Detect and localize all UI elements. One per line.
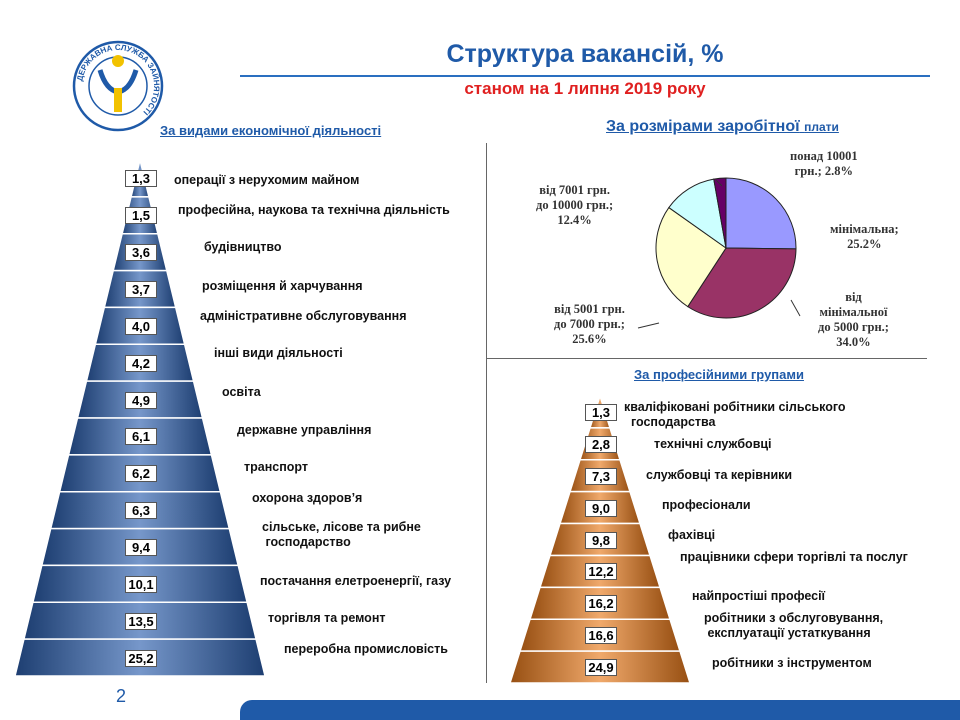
activity-label-0: операції з нерухомим майном (174, 173, 360, 187)
activity-value-13: 25,2 (125, 650, 157, 667)
activity-value-1: 1,5 (125, 207, 157, 224)
activity-label-8: транспорт (244, 460, 308, 474)
activity-value-11: 10,1 (125, 576, 157, 593)
footer-bar (240, 700, 960, 720)
activity-value-9: 6,3 (125, 502, 157, 519)
profession-value-5: 12,2 (585, 563, 617, 580)
activity-label-3: розміщення й харчування (202, 279, 363, 293)
profession-value-0: 1,3 (585, 404, 617, 421)
salary-pie-label-4: понад 10001 грн.; 2.8% (790, 149, 858, 178)
activity-label-9: охорона здоров’я (252, 491, 363, 505)
activity-value-4: 4,0 (125, 318, 157, 335)
profession-label-3: професіонали (662, 498, 751, 512)
activity-label-2: будівництво (204, 240, 282, 254)
activity-value-8: 6,2 (125, 465, 157, 482)
profession-value-2: 7,3 (585, 468, 617, 485)
activity-value-3: 3,7 (125, 281, 157, 298)
activity-label-5: інші види діяльності (214, 346, 343, 360)
profession-value-4: 9,8 (585, 532, 617, 549)
page-title: Структура вакансій, % (446, 40, 724, 68)
activity-value-12: 13,5 (125, 613, 157, 630)
activity-label-13: переробна промисловість (284, 642, 448, 656)
salary-pie-label-3: від 7001 грн. до 10000 грн.; 12.4% (536, 183, 614, 227)
activity-value-5: 4,2 (125, 355, 157, 372)
activity-value-0: 1,3 (125, 170, 157, 187)
activity-value-7: 6,1 (125, 428, 157, 445)
profession-label-1: технічні службовці (654, 437, 772, 451)
profession-label-7: робітники з обслуговування, експлуатації устаткування (704, 611, 884, 640)
svg-text:ДЕРЖАВНА СЛУЖБА ЗАЙНЯТОСТІ: ДЕРЖАВНА СЛУЖБА ЗАЙНЯТОСТІ (75, 42, 162, 117)
activity-label-7: державне управління (237, 423, 372, 437)
profession-value-1: 2,8 (585, 436, 617, 453)
activity-label-1: професійна, наукова та технічна діяльність (178, 203, 450, 217)
page-subtitle: станом на 1 липня 2019 року (464, 79, 706, 98)
section-title-professions: За професійними групами (634, 367, 804, 382)
section-title-activity: За видами економічної діяльності (160, 123, 382, 138)
profession-value-8: 24,9 (585, 659, 617, 676)
profession-label-0: кваліфіковані робітники сільського господарства (624, 400, 846, 429)
profession-label-4: фахівці (668, 528, 716, 542)
profession-label-2: службовці та керівники (646, 468, 793, 482)
page-number: 2 (116, 686, 127, 706)
section-title-salary-main: За розмірами заробітної (606, 118, 800, 135)
profession-label-5: працівники сфери торгівлі та послуг (680, 550, 908, 564)
activity-label-11: постачання елетроенергії, газу (260, 574, 452, 588)
activity-label-10: сільське, лісове та рибне господарство (262, 520, 421, 549)
salary-pie-label-2: від 5001 грн. до 7000 грн.; 25.6% (554, 302, 625, 346)
activity-value-2: 3,6 (125, 244, 157, 261)
profession-value-6: 16,2 (585, 595, 617, 612)
profession-label-6: найпростіші професії (692, 589, 826, 603)
profession-label-8: робітники з інструментом (712, 656, 872, 670)
profession-value-7: 16,6 (585, 627, 617, 644)
activity-value-6: 4,9 (125, 392, 157, 409)
profession-value-3: 9,0 (585, 500, 617, 517)
salary-pie-label-0: мінімальна; 25.2% (830, 222, 899, 251)
activity-value-10: 9,4 (125, 539, 157, 556)
section-title-salary-small: плати (804, 120, 839, 134)
activity-label-4: адміністративне обслуговування (200, 309, 407, 323)
activity-label-12: торгівля та ремонт (268, 611, 386, 625)
salary-pie-label-1: від мінімальної до 5000 грн.; 34.0% (818, 290, 889, 349)
activity-label-6: освіта (222, 385, 261, 399)
